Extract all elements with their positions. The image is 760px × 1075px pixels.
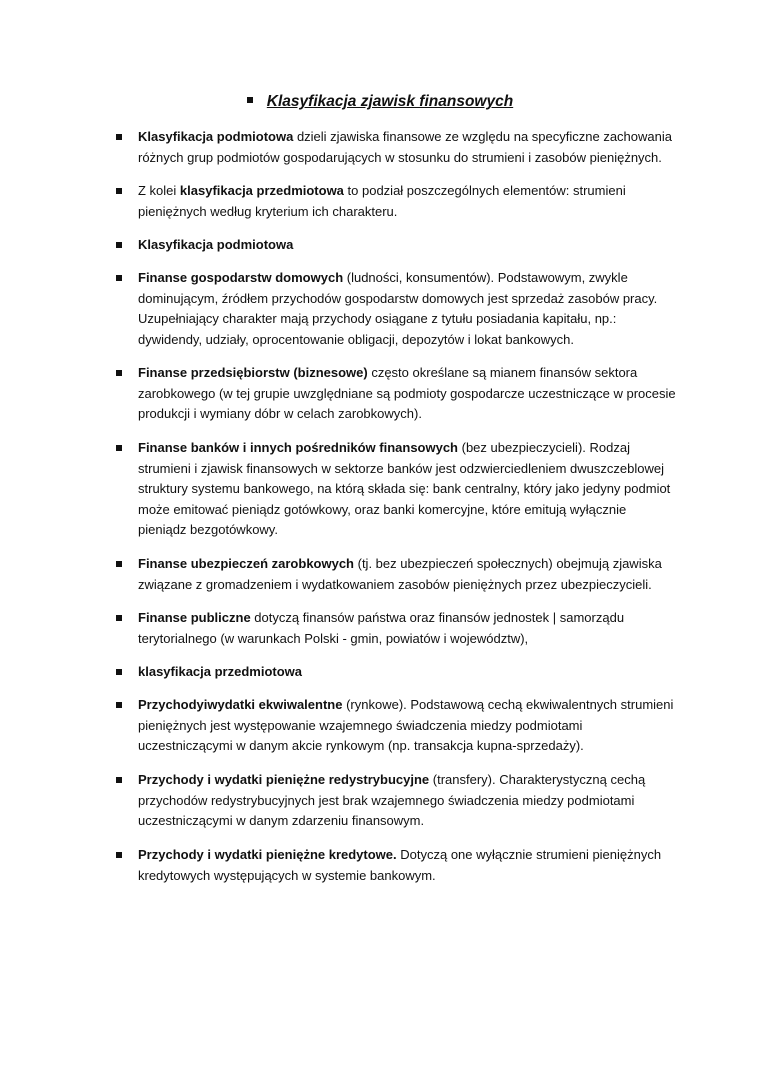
item-term: Finanse gospodarstw domowych [138,270,344,285]
square-bullet-icon [116,370,122,376]
item-term: klasyfikacja przedmiotowa [138,664,303,679]
item-term: Finanse publiczne [138,610,251,625]
list-item [116,363,676,425]
square-bullet-icon [116,188,122,194]
square-bullet-icon [116,777,122,783]
list-item [116,608,676,649]
list-item [116,268,676,350]
item-term: klasyfikacja przedmiotowa [179,183,344,198]
item-text: (transfery). Charakterystyczną cechą przychodów redystrybucyjnych jest brak wzajemnego świadczenia miedzy podmiotami uczestniczącymi w danym zdarzeniu finansowym. [138,772,646,828]
square-bullet-icon [116,275,122,281]
square-bullet-icon [116,242,122,248]
square-bullet-icon [116,852,122,858]
item-text: (tj. bez ubezpieczeń społecznych) obejmują zjawiska związane z gromadzeniem i wydatkowaniem zasobów pieniężnych przez ubezpieczycieli. [138,556,662,592]
item-term: Przychody i wydatki pieniężne redystrybucyjne [138,772,430,787]
list-item [116,127,676,168]
title-row [0,92,760,112]
item-prefix: Z kolei [138,183,180,198]
item-term: Klasyfikacja podmiotowa [138,237,294,252]
item-text: Dotyczą one wyłącznie strumieni pieniężnych kredytowych występujących w systemie bankowym. [138,847,662,883]
square-bullet-icon [116,134,122,140]
list-item [116,438,676,541]
square-bullet-icon [247,97,253,103]
square-bullet-icon [116,702,122,708]
item-text: (bez ubezpieczycieli). Rodzaj strumieni i zjawisk finansowych w sektorze banków jest odzwierciedleniem dwuszczeblowej struktury systemu bankowego, na którą składa się: bank centralny, który jako jedyny podmiot może emitować pieniądz gotówkowy, oraz banki komercyjne, które emitują wyłącznie pieniądz bezgotówkowy. [138,440,671,537]
item-text: dotyczą finansów państwa oraz finansów jednostek | samorządu terytorialnego (w warunkach Polski - gmin, powiatów i województw), [138,610,625,646]
list-item [116,662,676,683]
item-text: często określane są mianem finansów sektora zarobkowego (w tej grupie uwzględniane są podmioty gospodarcze uczestniczące w procesie produkcji i wymiany dóbr w celach zarobkowych). [138,365,676,421]
item-text: dzieli zjawiska finansowe ze względu na specyficzne zachowania różnych grup podmiotów gospodarujących w stosunku do strumieni i zasobów pieniężnych. [138,129,672,165]
square-bullet-icon [116,445,122,451]
bullet-list [116,127,676,886]
list-item [116,181,676,222]
list-item [116,554,676,595]
list-item [116,845,676,886]
item-term: Klasyfikacja podmiotowa [138,129,294,144]
item-term: Finanse ubezpieczeń zarobkowych [138,556,354,571]
item-text: (ludności, konsumentów). Podstawowym, zwykle dominującym, źródłem przychodów gospodarstw domowych jest sprzedaż zasobów pracy. Uzupełniający charakter mają przychody osiągane z tytułu posiadania kapitału, np.: dywidendy, udziały, oprocentowanie obligacji, depozytów i lokat bankowych. [138,270,658,347]
list-item [116,770,676,832]
document-title: Klasyfikacja zjawisk finansowych [266,93,514,110]
item-term: Finanse banków i innych pośredników finansowych [138,440,458,455]
square-bullet-icon [116,561,122,567]
square-bullet-icon [116,669,122,675]
list-item [116,235,676,256]
item-text: (rynkowe). Podstawową cechą ekwiwalentnych strumieni pieniężnych jest występowanie wzajemnego świadczenia miedzy podmiotami uczestniczącymi w danym akcie rynkowym (np. transakcja kupna-sprzedaży). [138,697,674,753]
item-term: Finanse przedsiębiorstw (biznesowe) [138,365,368,380]
list-item [116,695,676,757]
item-text: to podział poszczególnych elementów: strumieni pieniężnych według kryterium ich charakteru. [138,183,626,219]
item-term: Przychodyiwydatki ekwiwalentne [138,697,343,712]
square-bullet-icon [116,615,122,621]
item-term: Przychody i wydatki pieniężne kredytowe. [138,847,397,862]
